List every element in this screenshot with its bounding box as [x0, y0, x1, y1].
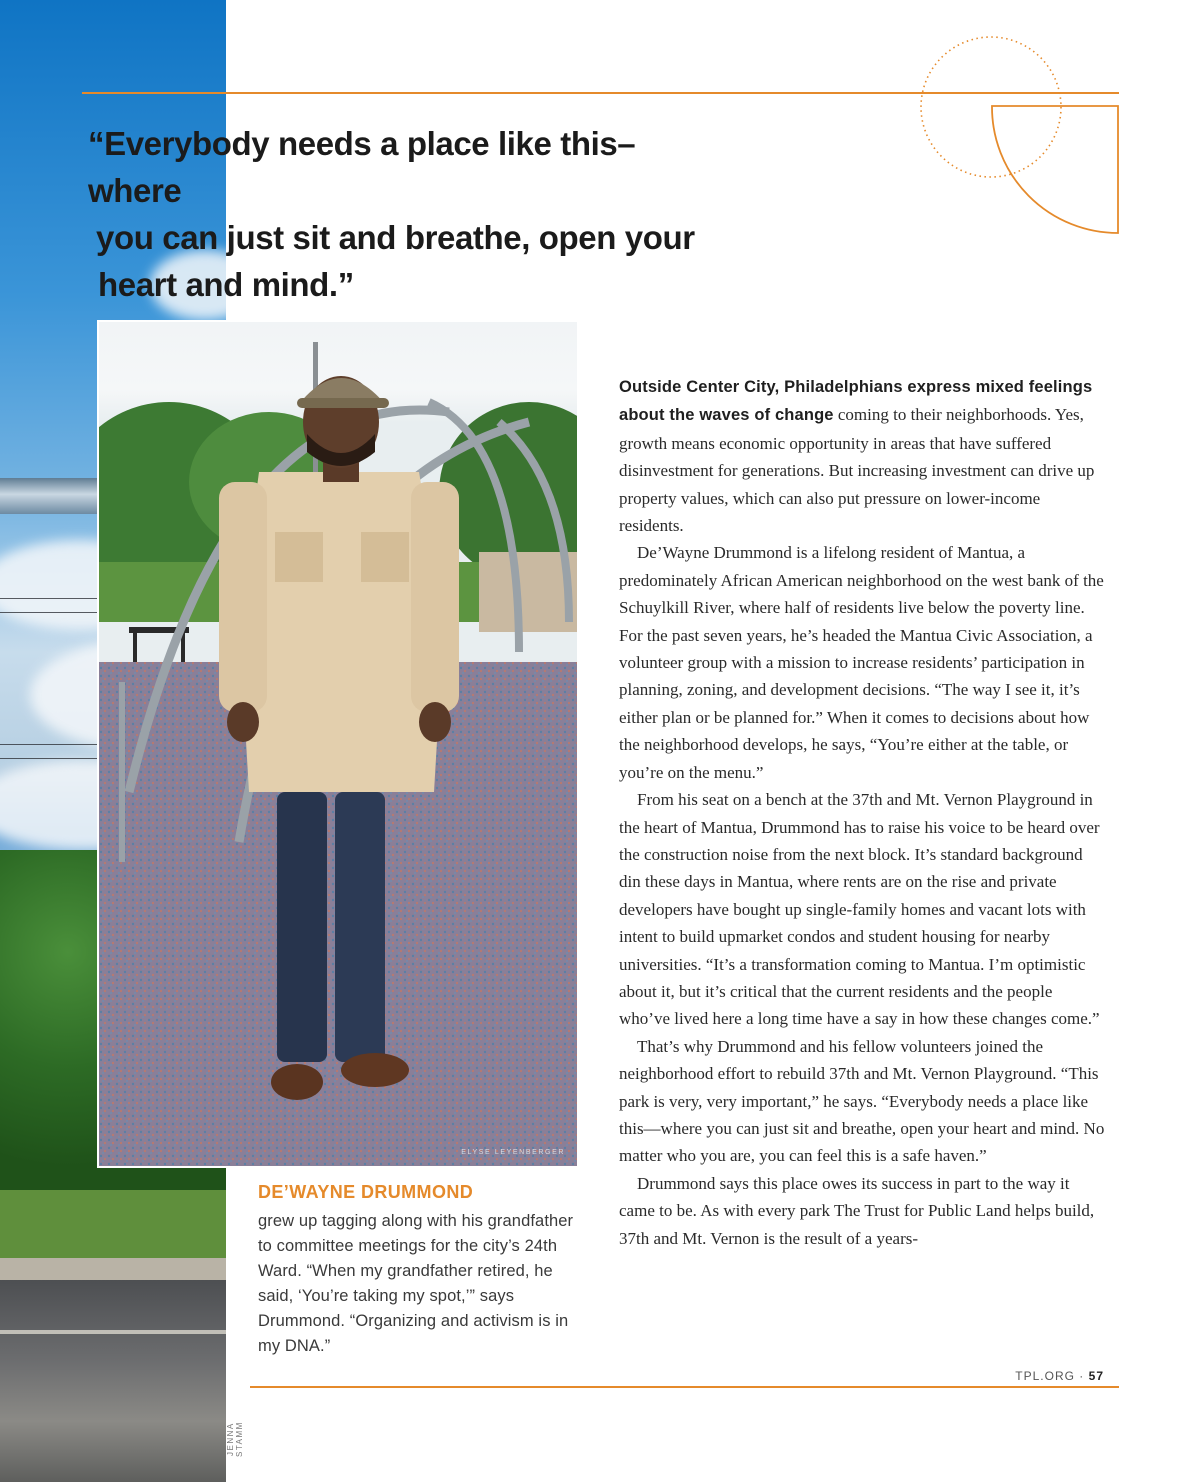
lede-rest: coming to their neighborhoods. Yes, growth means economic opportunity in areas that have suffered disinvestment for generations. But increasing investment can drive up property values, which can also put pressure on lower-income residents.	[619, 405, 1095, 536]
page-number: 57	[1088, 1369, 1104, 1383]
pull-quote-line: you can just sit and breathe, open your	[96, 219, 695, 256]
pull-quote	[88, 120, 728, 308]
article-paragraph: Drummond says this place owes its success in part to the way it came to be. As with every park The Trust for Public Land helps build, 37th and Mt. Vernon is the result of a years-	[619, 1173, 1095, 1248]
article-paragraph: De’Wayne Drummond is a lifelong resident of Mantua, a predominately African American neighborhood on the west bank of the Schuylkill River, where half of residents live below the poverty line. For the past seven years, he’s headed the Mantua Civic Association, a volunteer group with a mission to increase residents’ participation in planning, zoning, and development decisions. “The way I see it, it’s either plan or be planned for.” When it comes to decisions about how the neighborhood develops, he says, “You’re either at the table, or you’re on the menu.”	[619, 543, 1104, 782]
grass	[0, 1190, 226, 1260]
folio-separator: ·	[1074, 1369, 1089, 1383]
caption-name: DE’WAYNE DRUMMOND	[258, 1182, 474, 1202]
road	[0, 1280, 226, 1482]
geometric-ornament	[900, 20, 1130, 250]
photo-caption	[258, 1182, 578, 1359]
folio-site: TPL.ORG	[1015, 1369, 1075, 1383]
sidewalk	[0, 1258, 226, 1280]
bottom-rule	[250, 1386, 1119, 1388]
pull-quote-line: “Everybody needs a place like this–where	[88, 125, 636, 209]
article-paragraph: From his seat on a bench at the 37th and Mt. Vernon Playground in the heart of Mantua, Drummond has to raise his voice to be heard over the construction noise from the next block. It’s standard background din these days in Mantua, where rents are on the rise and private developers have bought up single-family homes and vacant lots with intent to build upmarket condos and student housing for nearby universities. “It’s a transformation coming to Mantua. I’m optimistic about it, but it’s critical that the current residents and the people who’ve lived here a long time have a say in how these changes come.”	[619, 790, 1100, 1029]
caption-text: grew up tagging along with his grandfather to committee meetings for the city’s 24th Ward. “When my grandfather retired, he said, ‘You’re taking my spot,’” says Drummond. “Organizing and activism is in my DNA.”	[258, 1212, 574, 1355]
portrait-photo	[97, 320, 579, 1168]
page-folio	[1015, 1369, 1104, 1383]
road-stripe	[0, 1330, 226, 1334]
article-paragraph: That’s why Drummond and his fellow volunteers joined the neighborhood effort to rebuild 37th and Mt. Vernon Playground. “This park is very, very important,” he says. “Everybody needs a place like this—where you can just sit and breathe, open your heart and mind. No matter who you are, you can feel this is a safe haven.”	[619, 1036, 1105, 1166]
article-lede	[619, 373, 1105, 539]
photo-credit: ELYSE LEYENBERGER	[461, 1149, 565, 1156]
article-body	[619, 373, 1105, 1252]
pull-quote-line: heart and mind.”	[98, 266, 354, 303]
lede-bold: Outside Center City, Philadelphians express mixed feelings about the waves of change	[619, 378, 1093, 425]
left-photo-credit: JENNA STAMM	[226, 1421, 244, 1457]
portrait-illustration	[99, 322, 577, 1166]
